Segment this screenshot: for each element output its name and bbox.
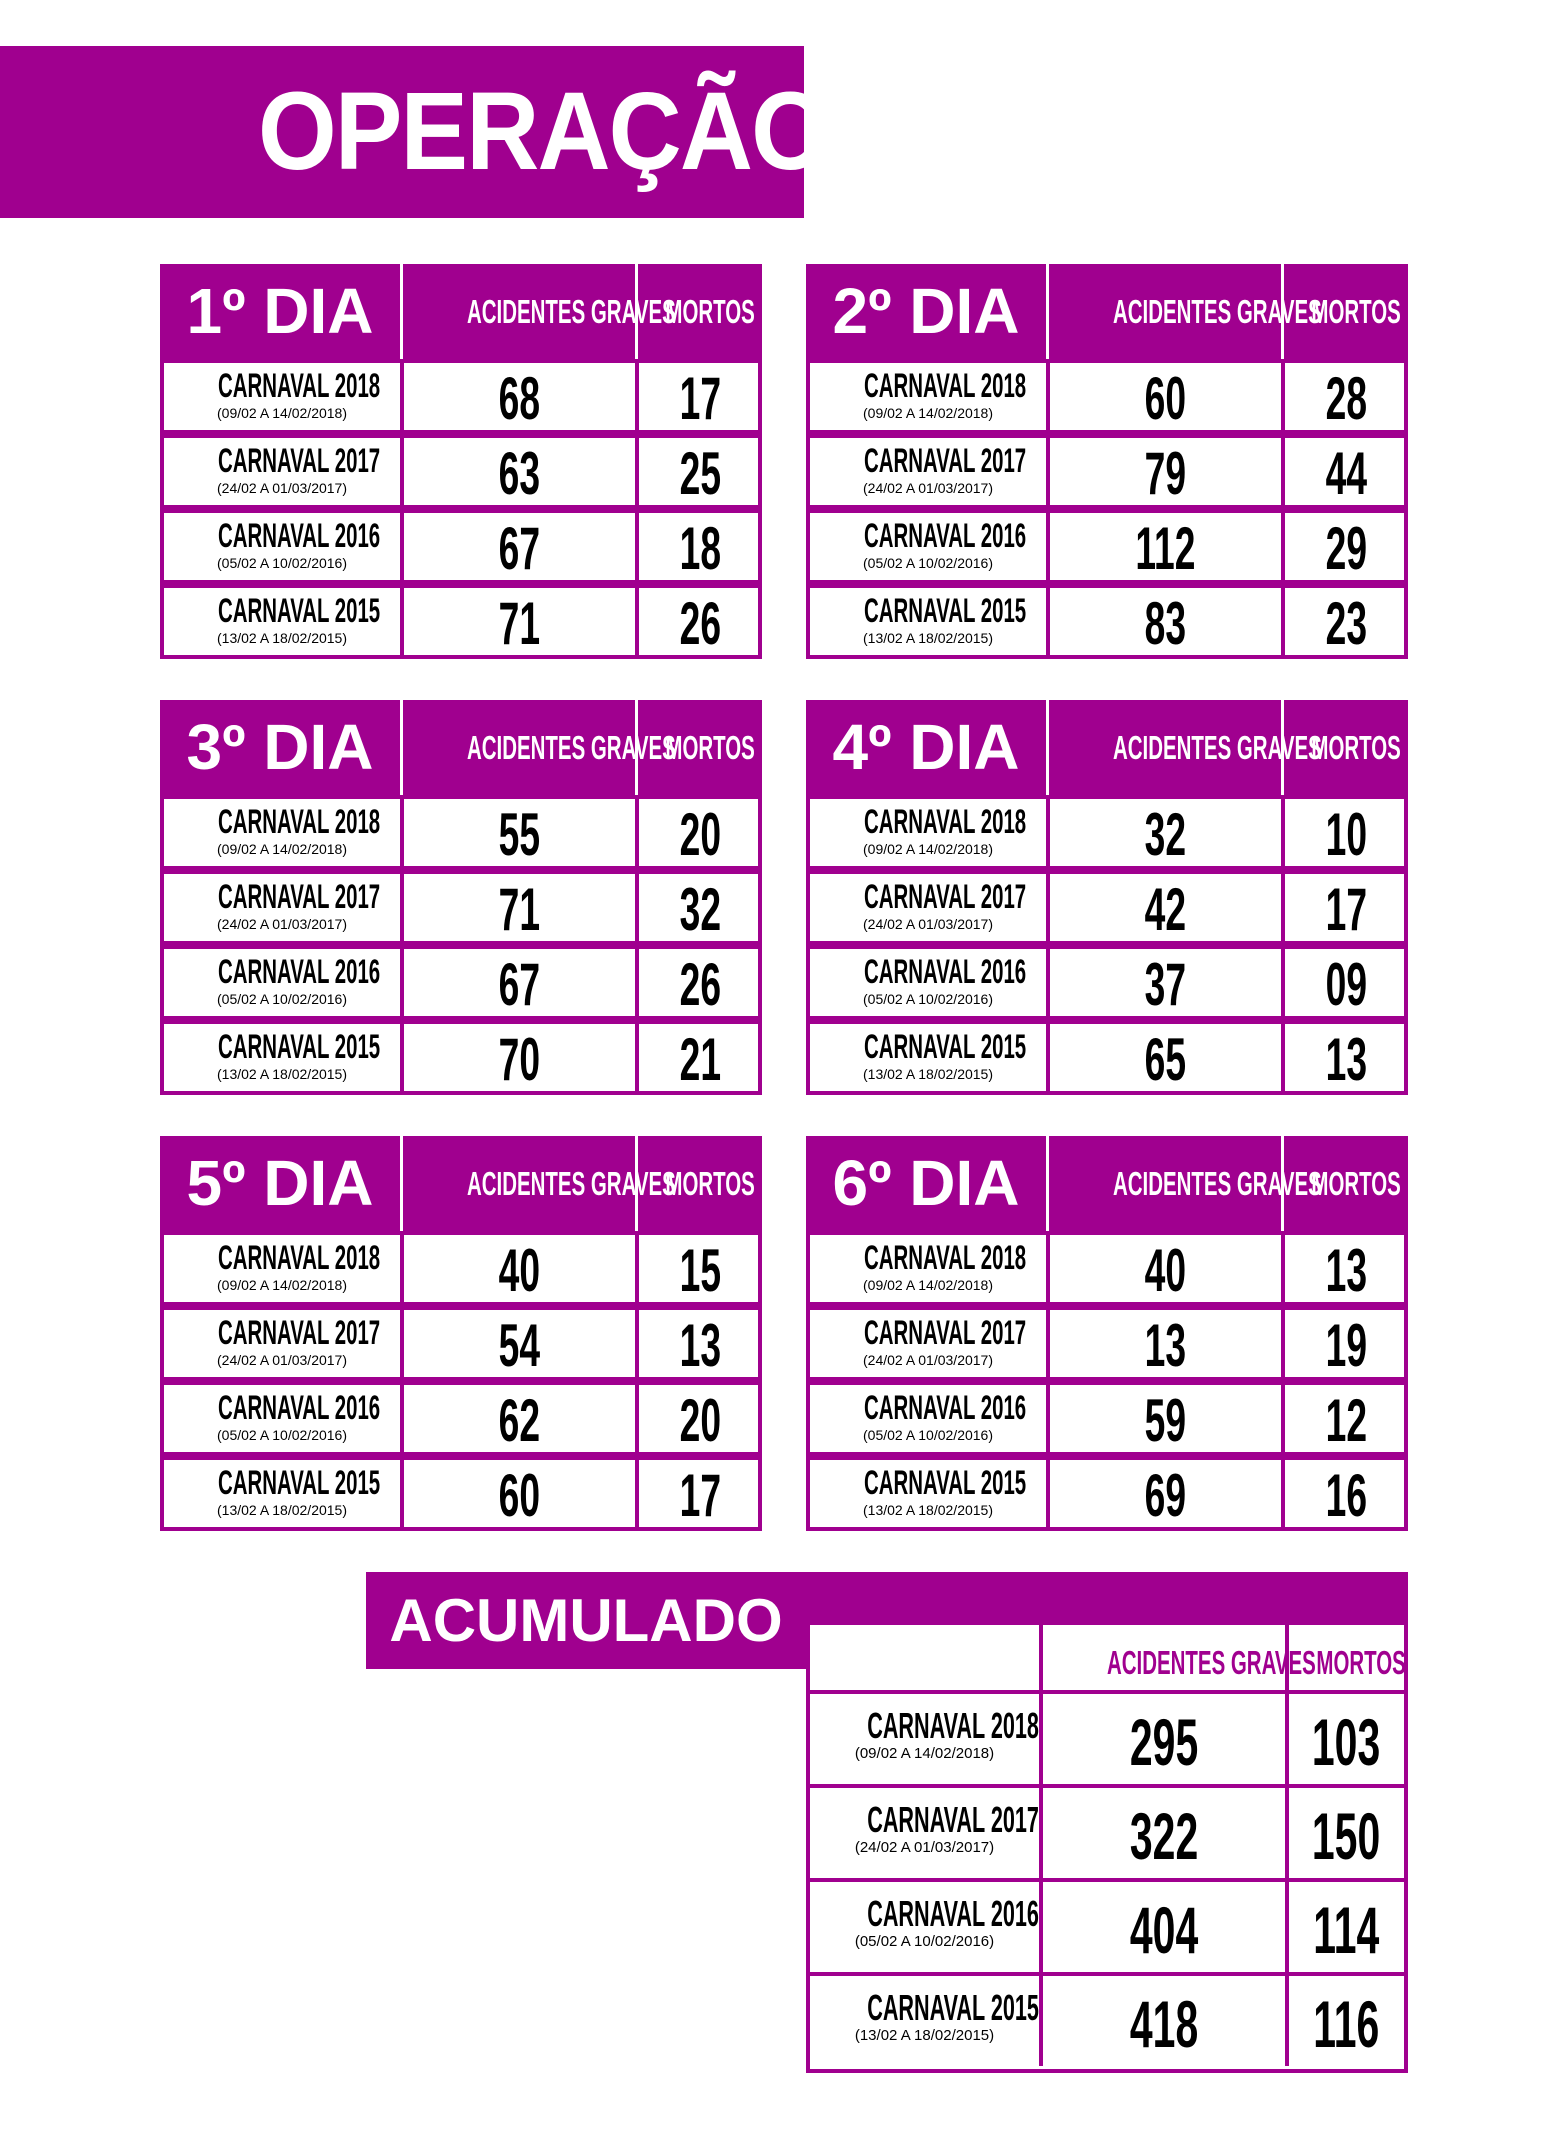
carnival-period: (05/02 A 10/02/2016) xyxy=(217,1427,347,1443)
deaths-value: 114 xyxy=(1313,1893,1380,1967)
carnival-name: CARNAVAL 2016 xyxy=(218,953,381,991)
deaths-value: 20 xyxy=(679,1387,722,1454)
carnival-name: CARNAVAL 2017 xyxy=(867,1799,1039,1840)
accidents-value: 83 xyxy=(1144,590,1187,657)
row-label xyxy=(164,799,400,866)
accidents-cell xyxy=(1046,1024,1281,1091)
deaths-cell xyxy=(1281,1235,1408,1302)
row-label xyxy=(164,438,400,505)
table-row xyxy=(806,870,1408,945)
carnival-period: (05/02 A 10/02/2016) xyxy=(217,991,347,1007)
accidents-cell xyxy=(400,363,635,430)
row-label xyxy=(810,363,1046,430)
deaths-value: 29 xyxy=(1325,515,1368,582)
carnival-period: (24/02 A 01/03/2017) xyxy=(217,916,347,932)
deaths-cell xyxy=(635,874,762,941)
day-table xyxy=(160,700,762,1097)
accidents-cell xyxy=(1039,1882,1285,1972)
carnival-period: (13/02 A 18/02/2015) xyxy=(217,630,347,646)
carnival-name: CARNAVAL 2015 xyxy=(864,1028,1027,1066)
table-row xyxy=(160,945,762,1020)
carnival-name: CARNAVAL 2016 xyxy=(218,1389,381,1427)
column-header-accidents: ACIDENTES GRAVES xyxy=(400,1136,635,1231)
accidents-value: 71 xyxy=(498,876,541,943)
deaths-value: 103 xyxy=(1312,1705,1381,1779)
accidents-value: 13 xyxy=(1144,1312,1187,1379)
table-row xyxy=(806,1306,1408,1381)
column-header-accidents: ACIDENTES GRAVES xyxy=(400,264,635,359)
day-table-header xyxy=(160,700,762,795)
table-row xyxy=(160,359,762,434)
table-row xyxy=(160,584,762,659)
day-table xyxy=(806,264,1408,661)
accidents-cell xyxy=(1046,588,1281,655)
column-header-deaths: MORTOS xyxy=(635,700,762,795)
accidents-cell xyxy=(1046,949,1281,1016)
carnival-period: (09/02 A 14/02/2018) xyxy=(217,405,347,421)
accidents-cell xyxy=(400,949,635,1016)
carnival-period: (13/02 A 18/02/2015) xyxy=(854,2027,995,2044)
day-table xyxy=(160,264,762,661)
carnival-period: (05/02 A 10/02/2016) xyxy=(863,555,993,571)
deaths-value: 13 xyxy=(1325,1237,1368,1304)
accidents-cell xyxy=(1046,799,1281,866)
day-table xyxy=(806,1136,1408,1533)
accumulated-table xyxy=(806,1625,1408,2073)
deaths-value: 32 xyxy=(679,876,722,943)
accidents-value: 69 xyxy=(1144,1462,1187,1529)
carnival-period: (05/02 A 10/02/2016) xyxy=(854,1933,995,1950)
column-header-deaths: MORTOS xyxy=(1281,1136,1408,1231)
carnival-name: CARNAVAL 2015 xyxy=(864,1464,1027,1502)
row-label xyxy=(810,874,1046,941)
deaths-value: 16 xyxy=(1325,1462,1368,1529)
deaths-cell xyxy=(1285,1976,1404,2066)
row-label xyxy=(810,1024,1046,1091)
day-table-header xyxy=(160,1136,762,1231)
carnival-name: CARNAVAL 2015 xyxy=(867,1987,1039,2028)
accidents-cell xyxy=(1039,1976,1285,2066)
carnival-period: (13/02 A 18/02/2015) xyxy=(217,1066,347,1082)
table-row xyxy=(806,1456,1408,1531)
carnival-name: CARNAVAL 2016 xyxy=(864,953,1027,991)
accidents-cell xyxy=(400,1385,635,1452)
accidents-value: 55 xyxy=(498,801,541,868)
carnival-period: (24/02 A 01/03/2017) xyxy=(863,916,993,932)
row-label xyxy=(164,1235,400,1302)
accidents-value: 40 xyxy=(1144,1237,1187,1304)
day-table-header xyxy=(806,700,1408,795)
day-table xyxy=(160,1136,762,1533)
deaths-value: 17 xyxy=(679,365,722,432)
accidents-value: 295 xyxy=(1129,1705,1199,1779)
row-label xyxy=(810,438,1046,505)
deaths-value: 12 xyxy=(1325,1387,1368,1454)
accidents-value: 59 xyxy=(1144,1387,1187,1454)
deaths-cell xyxy=(635,438,762,505)
carnival-period: (09/02 A 14/02/2018) xyxy=(217,841,347,857)
carnival-name: CARNAVAL 2018 xyxy=(218,803,381,841)
carnival-period: (05/02 A 10/02/2016) xyxy=(217,555,347,571)
row-label xyxy=(164,588,400,655)
row-label xyxy=(810,513,1046,580)
column-header-deaths: MORTOS xyxy=(635,264,762,359)
accidents-cell xyxy=(1039,1694,1285,1784)
carnival-name: CARNAVAL 2018 xyxy=(867,1705,1039,1746)
column-header-deaths: MORTOS xyxy=(1281,264,1408,359)
accidents-cell xyxy=(1046,1310,1281,1377)
column-header-deaths: MORTOS xyxy=(1285,1625,1404,1690)
deaths-cell xyxy=(1281,1385,1408,1452)
accumulated-header-strip xyxy=(806,1572,1408,1625)
deaths-cell xyxy=(635,1024,762,1091)
accumulated-row xyxy=(810,1976,1404,2070)
row-label xyxy=(164,949,400,1016)
carnival-name: CARNAVAL 2018 xyxy=(218,367,381,405)
deaths-value: 25 xyxy=(679,440,722,507)
deaths-value: 15 xyxy=(679,1237,722,1304)
deaths-value: 17 xyxy=(1325,876,1368,943)
deaths-cell xyxy=(1285,1788,1404,1878)
carnival-period: (05/02 A 10/02/2016) xyxy=(863,991,993,1007)
page-title: OPERAÇÃO xyxy=(258,70,829,193)
carnival-period: (24/02 A 01/03/2017) xyxy=(854,1839,995,1856)
carnival-period: (09/02 A 14/02/2018) xyxy=(863,841,993,857)
accidents-value: 418 xyxy=(1129,1987,1199,2061)
deaths-cell xyxy=(1281,513,1408,580)
accidents-cell xyxy=(1046,438,1281,505)
accidents-cell xyxy=(400,588,635,655)
row-label xyxy=(164,1310,400,1377)
carnival-name: CARNAVAL 2018 xyxy=(864,803,1027,841)
deaths-cell xyxy=(635,1460,762,1527)
carnival-period: (24/02 A 01/03/2017) xyxy=(217,1352,347,1368)
accidents-cell xyxy=(400,874,635,941)
carnival-period: (13/02 A 18/02/2015) xyxy=(863,630,993,646)
deaths-cell xyxy=(635,1310,762,1377)
carnival-name: CARNAVAL 2018 xyxy=(218,1239,381,1277)
deaths-cell xyxy=(635,1385,762,1452)
carnival-name: CARNAVAL 2017 xyxy=(864,1314,1027,1352)
deaths-value: 150 xyxy=(1312,1799,1381,1873)
table-row xyxy=(806,1020,1408,1095)
column-header-deaths: MORTOS xyxy=(1281,700,1408,795)
accidents-cell xyxy=(1046,1235,1281,1302)
row-label xyxy=(164,874,400,941)
day-label: 1º DIA xyxy=(186,275,374,347)
deaths-value: 13 xyxy=(1325,1026,1368,1093)
carnival-name: CARNAVAL 2015 xyxy=(218,1028,381,1066)
accidents-value: 63 xyxy=(498,440,541,507)
accumulated-banner xyxy=(366,1572,806,1669)
carnival-name: CARNAVAL 2017 xyxy=(218,878,381,916)
day-label: 2º DIA xyxy=(832,275,1020,347)
carnival-name: CARNAVAL 2016 xyxy=(864,1389,1027,1427)
accidents-value: 71 xyxy=(498,590,541,657)
row-label xyxy=(810,949,1046,1016)
row-label xyxy=(164,1024,400,1091)
deaths-cell xyxy=(635,1235,762,1302)
deaths-value: 44 xyxy=(1325,440,1368,507)
title-banner xyxy=(0,46,829,218)
column-header-accidents: ACIDENTES GRAVES xyxy=(1039,1625,1285,1690)
row-label xyxy=(810,1882,1039,1972)
deaths-cell xyxy=(1281,588,1408,655)
accidents-cell xyxy=(400,1235,635,1302)
accidents-value: 32 xyxy=(1144,801,1187,868)
carnival-name: CARNAVAL 2017 xyxy=(218,442,381,480)
accidents-cell xyxy=(1046,363,1281,430)
accidents-value: 67 xyxy=(498,951,541,1018)
deaths-value: 19 xyxy=(1325,1312,1368,1379)
deaths-value: 13 xyxy=(679,1312,722,1379)
deaths-cell xyxy=(1281,799,1408,866)
deaths-cell xyxy=(1281,874,1408,941)
carnival-name: CARNAVAL 2016 xyxy=(218,517,381,555)
deaths-cell xyxy=(1285,1882,1404,1972)
accumulated-row xyxy=(810,1694,1404,1788)
column-header-accidents: ACIDENTES GRAVES xyxy=(1046,1136,1281,1231)
table-row xyxy=(160,1306,762,1381)
deaths-value: 10 xyxy=(1325,801,1368,868)
row-label xyxy=(810,1976,1039,2066)
table-row xyxy=(160,1231,762,1306)
carnival-name: CARNAVAL 2016 xyxy=(867,1893,1039,1934)
accidents-cell xyxy=(400,1460,635,1527)
accidents-cell xyxy=(400,513,635,580)
accumulated-title: ACUMULADO xyxy=(389,1587,783,1654)
row-label xyxy=(810,588,1046,655)
carnival-name: CARNAVAL 2015 xyxy=(218,1464,381,1502)
row-label xyxy=(810,1694,1039,1784)
accidents-value: 68 xyxy=(498,365,541,432)
accidents-value: 60 xyxy=(498,1462,541,1529)
table-row xyxy=(160,509,762,584)
accidents-cell xyxy=(1046,1460,1281,1527)
day-label: 6º DIA xyxy=(832,1147,1020,1219)
column-header-deaths: MORTOS xyxy=(635,1136,762,1231)
accidents-value: 54 xyxy=(498,1312,541,1379)
carnival-period: (24/02 A 01/03/2017) xyxy=(863,1352,993,1368)
accumulated-row xyxy=(810,1788,1404,1882)
deaths-value: 26 xyxy=(679,951,722,1018)
row-label xyxy=(810,1460,1046,1527)
accidents-value: 112 xyxy=(1135,515,1196,582)
accidents-cell xyxy=(400,438,635,505)
accumulated-table-header xyxy=(810,1625,1404,1694)
accumulated-row xyxy=(810,1882,1404,1976)
row-label xyxy=(164,513,400,580)
carnival-name: CARNAVAL 2016 xyxy=(864,517,1027,555)
accidents-value: 65 xyxy=(1144,1026,1187,1093)
column-header-accidents: ACIDENTES GRAVES xyxy=(1046,264,1281,359)
row-label xyxy=(164,363,400,430)
row-label xyxy=(810,1310,1046,1377)
table-row xyxy=(160,870,762,945)
deaths-cell xyxy=(1281,1024,1408,1091)
deaths-cell xyxy=(635,513,762,580)
column-header-accidents: ACIDENTES GRAVES xyxy=(1046,700,1281,795)
deaths-value: 26 xyxy=(679,590,722,657)
accidents-cell xyxy=(400,799,635,866)
table-row xyxy=(806,434,1408,509)
table-row xyxy=(806,359,1408,434)
deaths-value: 23 xyxy=(1325,590,1368,657)
carnival-name: CARNAVAL 2017 xyxy=(864,442,1027,480)
deaths-value: 17 xyxy=(679,1462,722,1529)
accidents-value: 67 xyxy=(498,515,541,582)
accidents-value: 40 xyxy=(498,1237,541,1304)
accidents-value: 62 xyxy=(498,1387,541,1454)
accidents-value: 404 xyxy=(1129,1893,1199,1967)
deaths-value: 20 xyxy=(679,801,722,868)
table-row xyxy=(160,1381,762,1456)
table-row xyxy=(806,945,1408,1020)
deaths-value: 18 xyxy=(679,515,722,582)
day-table xyxy=(806,700,1408,1097)
accidents-cell xyxy=(1046,1385,1281,1452)
accidents-value: 60 xyxy=(1144,365,1187,432)
accidents-value: 79 xyxy=(1144,440,1187,507)
carnival-period: (13/02 A 18/02/2015) xyxy=(863,1066,993,1082)
deaths-cell xyxy=(1281,1310,1408,1377)
deaths-cell xyxy=(635,588,762,655)
accidents-value: 37 xyxy=(1144,951,1187,1018)
carnival-name: CARNAVAL 2017 xyxy=(864,878,1027,916)
table-row xyxy=(160,434,762,509)
carnival-period: (13/02 A 18/02/2015) xyxy=(863,1502,993,1518)
day-table-header xyxy=(160,264,762,359)
carnival-period: (24/02 A 01/03/2017) xyxy=(863,480,993,496)
carnival-period: (05/02 A 10/02/2016) xyxy=(863,1427,993,1443)
day-table-header xyxy=(806,1136,1408,1231)
day-table-header xyxy=(806,264,1408,359)
deaths-cell xyxy=(635,363,762,430)
deaths-cell xyxy=(1285,1694,1404,1784)
accidents-cell xyxy=(400,1310,635,1377)
accidents-cell xyxy=(1046,874,1281,941)
row-label xyxy=(810,1235,1046,1302)
deaths-cell xyxy=(635,799,762,866)
carnival-name: CARNAVAL 2017 xyxy=(218,1314,381,1352)
carnival-period: (24/02 A 01/03/2017) xyxy=(217,480,347,496)
table-row xyxy=(806,1381,1408,1456)
table-row xyxy=(806,584,1408,659)
day-label: 5º DIA xyxy=(186,1147,374,1219)
row-label xyxy=(164,1385,400,1452)
table-row xyxy=(160,1020,762,1095)
deaths-cell xyxy=(1281,438,1408,505)
row-label xyxy=(810,799,1046,866)
carnival-period: (09/02 A 14/02/2018) xyxy=(863,1277,993,1293)
carnival-name: CARNAVAL 2018 xyxy=(864,1239,1027,1277)
carnival-name: CARNAVAL 2015 xyxy=(864,592,1027,630)
accidents-cell xyxy=(1046,513,1281,580)
deaths-value: 116 xyxy=(1313,1987,1380,2061)
deaths-value: 28 xyxy=(1325,365,1368,432)
carnival-name: CARNAVAL 2018 xyxy=(864,367,1027,405)
row-label xyxy=(810,1788,1039,1878)
accidents-value: 322 xyxy=(1129,1799,1199,1873)
carnival-period: (13/02 A 18/02/2015) xyxy=(217,1502,347,1518)
carnival-period: (09/02 A 14/02/2018) xyxy=(854,1745,995,1762)
deaths-cell xyxy=(635,949,762,1016)
table-row xyxy=(160,1456,762,1531)
table-row xyxy=(160,795,762,870)
column-header-accidents: ACIDENTES GRAVES xyxy=(400,700,635,795)
deaths-cell xyxy=(1281,1460,1408,1527)
deaths-value: 21 xyxy=(679,1026,722,1093)
deaths-value: 09 xyxy=(1325,951,1368,1018)
deaths-cell xyxy=(1281,949,1408,1016)
row-label xyxy=(810,1385,1046,1452)
accidents-value: 42 xyxy=(1144,876,1187,943)
table-row xyxy=(806,1231,1408,1306)
table-row xyxy=(806,795,1408,870)
day-label: 3º DIA xyxy=(186,711,374,783)
table-row xyxy=(806,509,1408,584)
carnival-name: CARNAVAL 2015 xyxy=(218,592,381,630)
carnival-period: (09/02 A 14/02/2018) xyxy=(863,405,993,421)
accidents-value: 70 xyxy=(498,1026,541,1093)
deaths-cell xyxy=(1281,363,1408,430)
day-label: 4º DIA xyxy=(832,711,1020,783)
accidents-cell xyxy=(400,1024,635,1091)
accidents-cell xyxy=(1039,1788,1285,1878)
row-label xyxy=(164,1460,400,1527)
carnival-period: (09/02 A 14/02/2018) xyxy=(217,1277,347,1293)
